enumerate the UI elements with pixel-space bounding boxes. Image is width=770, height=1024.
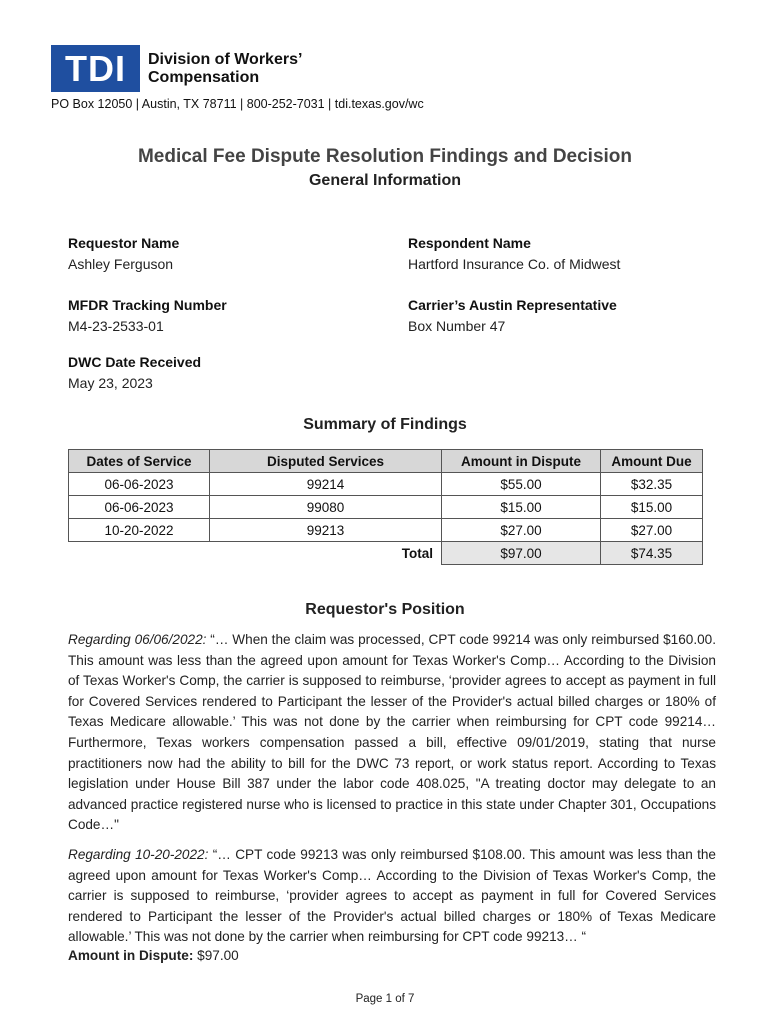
date-received-value: May 23, 2023 xyxy=(68,375,153,391)
amount-in-dispute-line xyxy=(68,948,239,963)
respondent-name-label: Respondent Name xyxy=(408,235,531,251)
total-label: Total xyxy=(401,545,433,561)
logo-line-2: Compensation xyxy=(148,68,260,86)
respondent-name-value: Hartford Insurance Co. of Midwest xyxy=(408,256,621,272)
paragraph-1-text: “… When the claim was processed, CPT code 99214 was only reimbursed $160.00. This amount was less than the agreed upon amount for Texas Worker's Comp… According to the Division of Texas Worker's Comp, the carrier is supposed to reimburse, ‘provider agrees to accept as payment in full for Covered Services rendered to Participant the lesser of the Provider's actual billed charges or 180% of Texas Medicare allowable.’ This was not done by the carrier when reimbursing for CPT code 99214… Furthermore, Texas workers compensation passed a bill, effective 09/01/2019, stating that nurse practitioners now had the ability to bill for the DWC 73 report, or work status report. According to Texas legislation under House Bill 387 under the labor code 408.025, "A treating doctor may delegate to an advanced practice registered nurse who is licensed to practice in this state under Chapter 301, Occupations Code…" xyxy=(68,632,716,833)
requestor-position-heading: Requestor's Position xyxy=(305,601,465,618)
table-cell: $15.00 xyxy=(442,496,601,519)
paragraph-2-lead: Regarding 10-20-2022: xyxy=(68,847,209,862)
total-dispute-cell: $97.00 xyxy=(442,542,601,565)
findings-table xyxy=(68,449,703,565)
total-due-cell: $74.35 xyxy=(601,542,703,565)
tdi-logo-mark: TDI xyxy=(51,45,140,92)
paragraph-1-lead: Regarding 06/06/2022: xyxy=(68,632,207,647)
tdi-logo xyxy=(51,45,302,92)
table-cell: 10-20-2022 xyxy=(69,519,210,542)
table-total-row xyxy=(69,542,703,565)
general-info-heading: General Information xyxy=(308,172,462,189)
header-address: PO Box 12050 | Austin, TX 78711 | 800-252-7031 | tdi.texas.gov/wc xyxy=(51,97,424,111)
column-header: Amount Due xyxy=(601,450,703,473)
tracking-number-label: MFDR Tracking Number xyxy=(68,297,227,313)
amount-in-dispute-label: Amount in Dispute: xyxy=(68,948,194,963)
logo-text xyxy=(148,51,302,87)
position-paragraph-1 xyxy=(68,630,716,836)
table-cell: $15.00 xyxy=(601,496,703,519)
column-header: Dates of Service xyxy=(69,450,210,473)
carrier-rep-value: Box Number 47 xyxy=(408,318,506,334)
page-number: Page 1 of 7 xyxy=(355,993,415,1005)
paragraph-2-text: “… CPT code 99213 was only reimbursed $108.00. This amount was less than the agreed upon amount for Texas Worker's Comp… According to the Division of Texas Worker's Comp, the carrier is supposed to reimburse, ‘provider agrees to accept as payment in full for Covered Services rendered to Participant the lesser of the Provider's actual billed charges or 180% of Texas Medicare allowable.’ This was not done by the carrier when reimbursing for CPT code 99213… “ xyxy=(68,847,716,945)
table-cell: $32.35 xyxy=(601,473,703,496)
table-cell: 99080 xyxy=(210,496,442,519)
date-received-label: DWC Date Received xyxy=(68,354,202,370)
tracking-number-value: M4-23-2533-01 xyxy=(68,318,164,334)
table-cell: 99214 xyxy=(210,473,442,496)
table-header-row xyxy=(69,450,703,473)
requestor-name-value: Ashley Ferguson xyxy=(68,256,174,272)
requestor-name-label: Requestor Name xyxy=(68,235,180,251)
logo-line-1: Division of Workers’ xyxy=(148,50,303,68)
position-paragraph-2 xyxy=(68,845,716,948)
table-cell: $27.00 xyxy=(442,519,601,542)
document-title: Medical Fee Dispute Resolution Findings and Decision xyxy=(137,146,633,167)
amount-in-dispute-value: $97.00 xyxy=(193,948,239,963)
table-cell: $27.00 xyxy=(601,519,703,542)
summary-heading: Summary of Findings xyxy=(303,416,467,433)
column-header: Disputed Services xyxy=(210,450,442,473)
table-cell: 06-06-2023 xyxy=(69,496,210,519)
table-row xyxy=(69,519,703,542)
table-row xyxy=(69,496,703,519)
table-cell: 99213 xyxy=(210,519,442,542)
column-header: Amount in Dispute xyxy=(442,450,601,473)
table-cell: $55.00 xyxy=(442,473,601,496)
table-row xyxy=(69,473,703,496)
carrier-rep-label: Carrier’s Austin Representative xyxy=(408,297,617,313)
table-cell: 06-06-2023 xyxy=(69,473,210,496)
blank-cell xyxy=(69,542,210,565)
